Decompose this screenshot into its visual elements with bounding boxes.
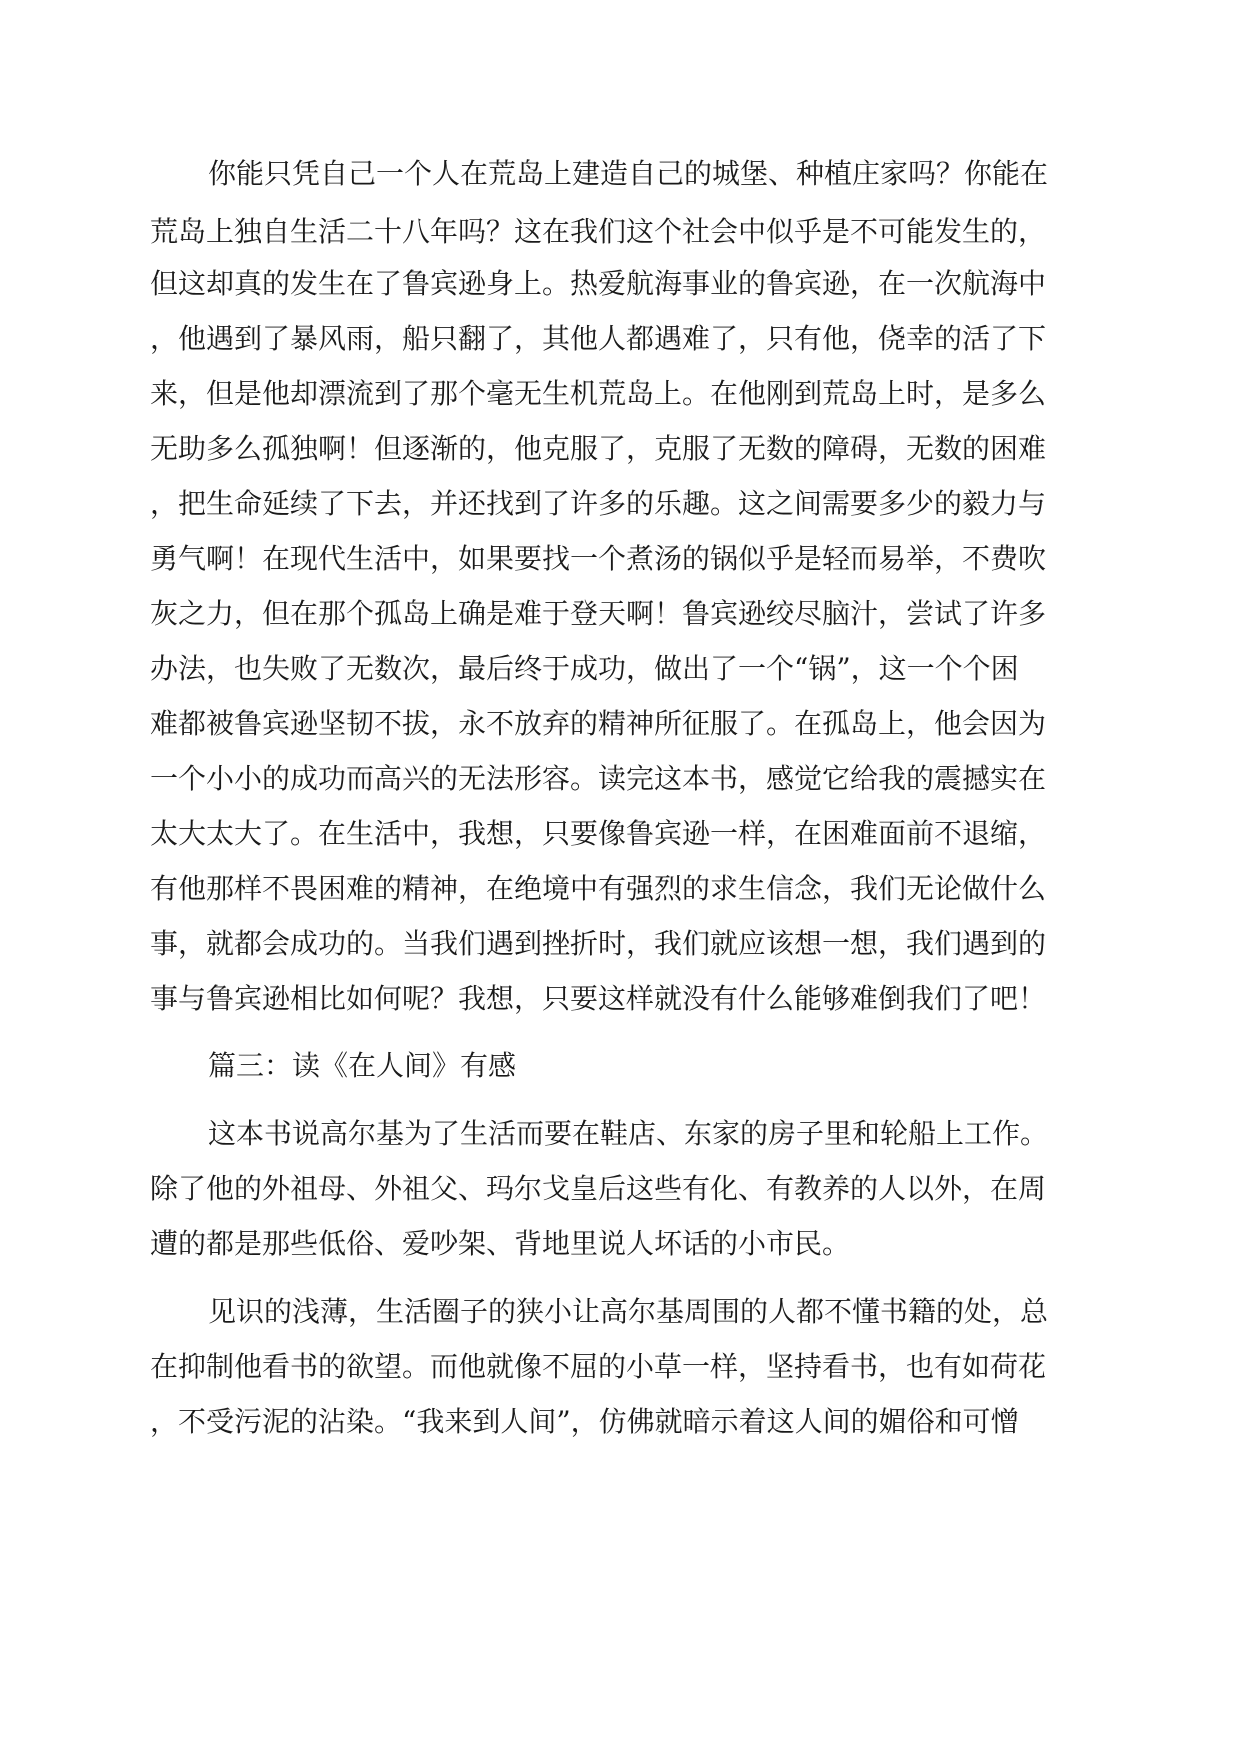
paragraph-1-line-4: ，他遇到了暴风雨，船只翻了，其他人都遇难了，只有他，侥幸的活了下 xyxy=(150,322,1047,355)
paragraph-1-line-10: 办法，也失败了无数次，最后终于成功，做出了一个“锅”，这一个个困 xyxy=(150,652,1019,685)
paragraph-3-line-3: ，不受污泥的沾染。“我来到人间”，仿佛就暗示着这人间的媚俗和可憎 xyxy=(150,1405,1019,1438)
paragraph-3-line-1: 见识的浅薄，生活圈子的狭小让高尔基周围的人都不懂书籍的处，总 xyxy=(208,1295,1049,1328)
paragraph-1-line-15: 事，就都会成功的。当我们遇到挫折时，我们就应该想一想，我们遇到的 xyxy=(150,927,1047,960)
paragraph-1-line-3: 但这却真的发生在了鲁宾逊身上。热爱航海事业的鲁宾逊，在一次航海中 xyxy=(150,267,1047,300)
paragraph-1-line-14: 有他那样不畏困难的精神，在绝境中有强烈的求生信念，我们无论做什么 xyxy=(150,872,1047,905)
paragraph-1-line-2: 荒岛上独自生活二十八年吗？这在我们这个社会中似乎是不可能发生的， xyxy=(150,215,1047,248)
paragraph-1-line-8: 勇气啊！在现代生活中，如果要找一个煮汤的锅似乎是轻而易举，不费吹 xyxy=(150,542,1047,575)
paragraph-1-line-1: 你能只凭自己一个人在荒岛上建造自己的城堡、种植庄家吗？你能在 xyxy=(208,157,1049,190)
paragraph-1-line-16: 事与鲁宾逊相比如何呢？我想，只要这样就没有什么能够难倒我们了吧！ xyxy=(150,982,1047,1015)
paragraph-2-line-3: 遭的都是那些低俗、爱吵架、背地里说人坏话的小市民。 xyxy=(150,1227,851,1260)
paragraph-1-line-13: 太大太大了。在生活中，我想，只要像鲁宾逊一样，在困难面前不退缩， xyxy=(150,817,1047,850)
paragraph-1-line-11: 难都被鲁宾逊坚韧不拔，永不放弃的精神所征服了。在孤岛上，他会因为 xyxy=(150,707,1047,740)
paragraph-1-line-5: 来，但是他却漂流到了那个毫无生机荒岛上。在他刚到荒岛上时，是多么 xyxy=(150,377,1047,410)
paragraph-1-line-9: 灰之力，但在那个孤岛上确是难于登天啊！鲁宾逊绞尽脑汁，尝试了许多 xyxy=(150,597,1047,630)
paragraph-1-line-12: 一个小小的成功而高兴的无法形容。读完这本书，感觉它给我的震撼实在 xyxy=(150,762,1047,795)
paragraph-1-line-7: ，把生命延续了下去，并还找到了许多的乐趣。这之间需要多少的毅力与 xyxy=(150,487,1047,520)
paragraph-2-line-1: 这本书说高尔基为了生活而要在鞋店、东家的房子里和轮船上工作。 xyxy=(208,1117,1049,1150)
paragraph-3-line-2: 在抑制他看书的欲望。而他就像不屈的小草一样，坚持看书，也有如荷花 xyxy=(150,1350,1047,1383)
section-heading: 篇三：读《在人间》有感 xyxy=(208,1049,517,1082)
paragraph-1-line-6: 无助多么孤独啊！但逐渐的，他克服了，克服了无数的障碍，无数的困难 xyxy=(150,432,1047,465)
paragraph-2-line-2: 除了他的外祖母、外祖父、玛尔戈皇后这些有化、有教养的人以外，在周 xyxy=(150,1172,1047,1205)
